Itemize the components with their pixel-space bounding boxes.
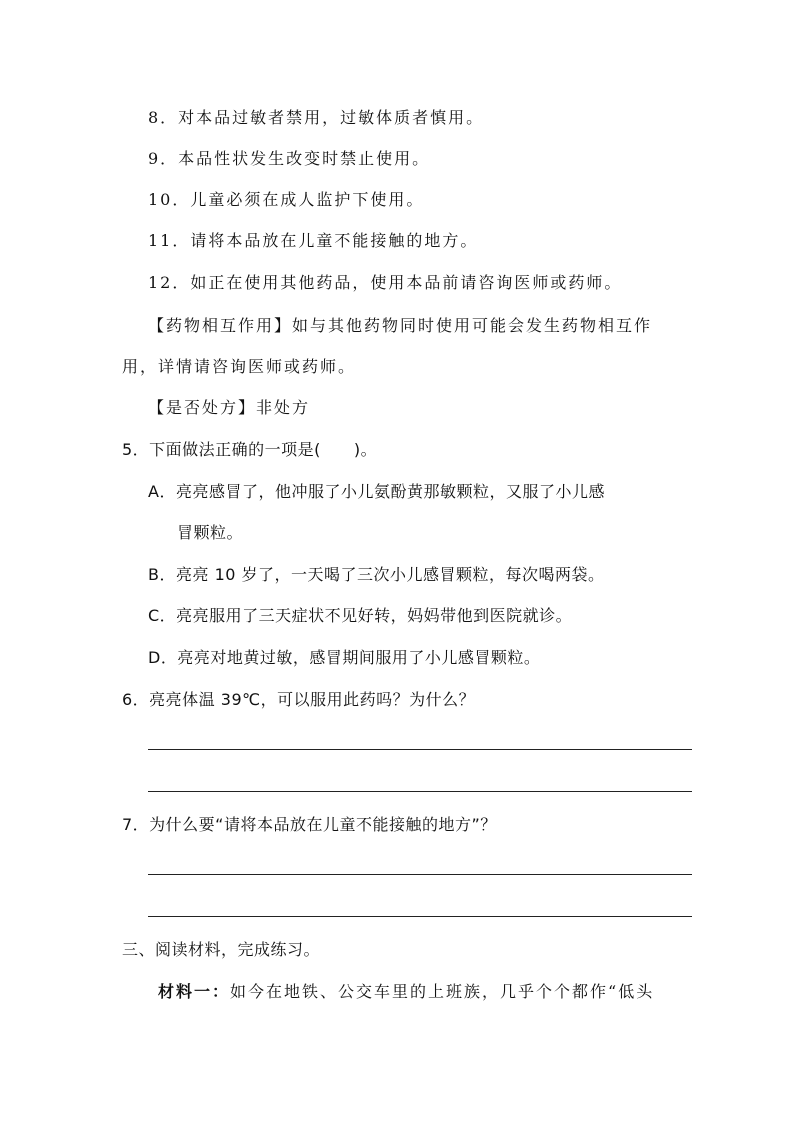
question-6-answer-line-1[interactable]	[148, 749, 692, 750]
material-one-label: 材料一：	[158, 982, 231, 1001]
usage-note-12: 12．如正在使用其他药品，使用本品前请咨询医师或药师。	[148, 273, 623, 292]
material-one-text: 如今在地铁、公交车里的上班族，几乎个个都作“低头	[230, 982, 655, 1001]
drug-interaction-line1: 【药物相互作用】如与其他药物同时使用可能会发生药物相互作	[148, 316, 653, 335]
question-6-stem: 6．亮亮体温 39℃，可以服用此药吗？为什么？	[122, 690, 476, 709]
question-7-stem: 7．为什么要“请将本品放在儿童不能接触的地方”？	[122, 815, 497, 834]
question-5-option-b: B．亮亮 10 岁了，一天喝了三次小儿感冒颗粒，每次喝两袋。	[148, 565, 605, 584]
drug-interaction-line2: 用，详情请咨询医师或药师。	[122, 357, 357, 376]
section-3-heading: 三、阅读材料，完成练习。	[122, 940, 321, 959]
question-5-option-c: C．亮亮服用了三天症状不见好转，妈妈带他到医院就诊。	[148, 606, 573, 625]
material-one-paragraph	[158, 982, 654, 1002]
question-6-answer-line-2[interactable]	[148, 791, 692, 792]
usage-note-8: 8．对本品过敏者禁用，过敏体质者慎用。	[148, 108, 485, 127]
question-7-answer-line-2[interactable]	[148, 916, 692, 917]
question-7-answer-line-1[interactable]	[148, 874, 692, 875]
usage-note-9: 9．本品性状发生改变时禁止使用。	[148, 149, 431, 168]
usage-note-10: 10．儿童必须在成人监护下使用。	[148, 190, 425, 209]
question-5-stem: 5．下面做法正确的一项是( )。	[122, 440, 378, 459]
prescription-status: 【是否处方】非处方	[148, 398, 311, 417]
usage-note-11: 11．请将本品放在儿童不能接触的地方。	[148, 231, 479, 250]
question-5-option-a-line1: A．亮亮感冒了，他冲服了小儿氨酚黄那敏颗粒，又服了小儿感	[148, 482, 605, 501]
question-5-option-a-line2: 冒颗粒。	[177, 523, 244, 542]
question-5-option-d: D．亮亮对地黄过敏，感冒期间服用了小儿感冒颗粒。	[148, 648, 541, 667]
